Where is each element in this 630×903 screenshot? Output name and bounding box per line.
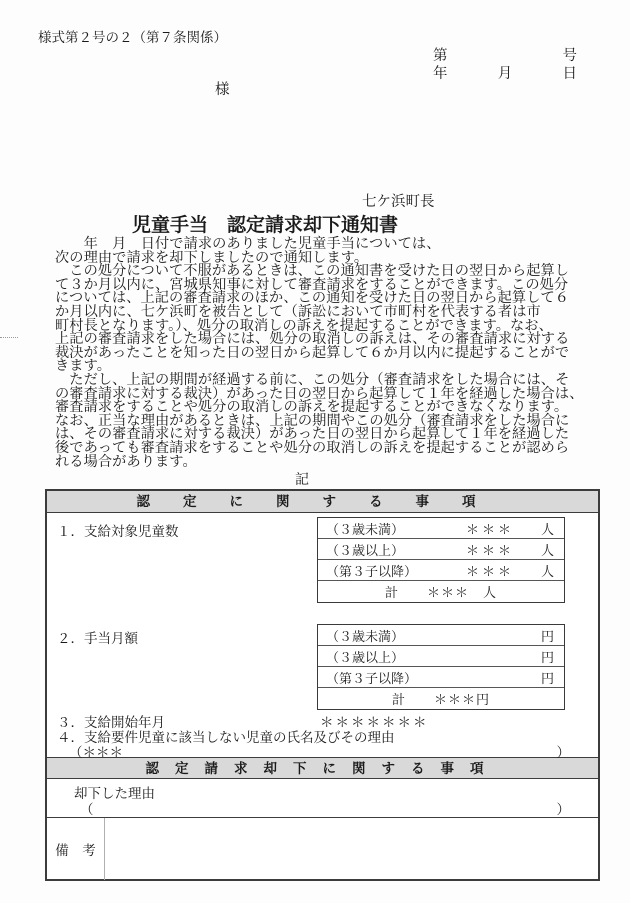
table-row bbox=[318, 518, 564, 539]
item4-value-line bbox=[69, 741, 570, 761]
row-value: ＊＊＊ bbox=[465, 542, 514, 558]
item4-close-paren: ） bbox=[556, 745, 570, 760]
amount-total-row: 計 ＊＊＊円 bbox=[391, 692, 490, 707]
certification-section-header: 認定に関する事項 bbox=[47, 491, 598, 513]
remarks-body bbox=[105, 818, 598, 880]
form-number: 様式第２号の２（第７条関係） bbox=[38, 30, 227, 45]
rejection-section-header: 認定請求却下に関する事項 bbox=[47, 757, 598, 779]
reason-open-paren: （ bbox=[80, 802, 94, 817]
rejection-reason-label: 却下した理由 bbox=[74, 786, 155, 801]
item4-text: 支給要件児童に該当しない児童の氏名及びその理由 bbox=[84, 730, 395, 745]
item2-label bbox=[57, 627, 138, 647]
ref-suffix: 号 bbox=[562, 48, 577, 64]
row-unit: 人 bbox=[540, 521, 554, 537]
remarks-label: 備 考 bbox=[47, 818, 105, 880]
item1-number: １． bbox=[57, 524, 84, 539]
row-label: （３歳未満） bbox=[326, 628, 405, 644]
date-month: 月 bbox=[497, 66, 513, 82]
row-unit: 円 bbox=[540, 628, 554, 644]
item1-label bbox=[57, 520, 179, 540]
table-row bbox=[318, 625, 564, 646]
row-unit: 人 bbox=[540, 542, 554, 558]
ki-label: 記 bbox=[295, 473, 309, 488]
document-title: 児童手当 認定請求却下通知書 bbox=[131, 215, 398, 236]
rejection-reason-value-line bbox=[80, 798, 570, 818]
item4-open-paren: （＊＊＊ bbox=[69, 745, 123, 760]
row-unit: 円 bbox=[540, 670, 554, 686]
rejection-reason-row bbox=[47, 779, 598, 818]
addressee-honorific: 様 bbox=[215, 82, 230, 98]
item3-number: ３． bbox=[57, 715, 84, 730]
remarks-row bbox=[47, 818, 598, 880]
row-label: （３歳未満） bbox=[326, 521, 405, 537]
row-label: （３歳以上） bbox=[326, 542, 405, 558]
count-total-row: 計 ＊＊＊ 人 bbox=[384, 585, 497, 600]
monthly-amount-table bbox=[317, 624, 565, 710]
row-label: （第３子以降） bbox=[326, 563, 418, 579]
item3-text: 支給開始年月 bbox=[84, 715, 165, 730]
item1-text: 支給対象児童数 bbox=[84, 524, 179, 539]
date-day: 日 bbox=[562, 66, 577, 82]
main-table bbox=[45, 489, 600, 881]
item2-text: 手当月額 bbox=[84, 631, 138, 646]
row-value: ＊＊＊ bbox=[465, 521, 514, 537]
table-row bbox=[318, 667, 564, 688]
item4-number: ４． bbox=[57, 730, 84, 745]
ref-prefix: 第 bbox=[433, 48, 448, 64]
row-unit: 人 bbox=[540, 563, 554, 579]
child-count-table bbox=[317, 517, 565, 603]
item3-value: ＊＊＊＊＊＊＊ bbox=[320, 715, 429, 730]
date-line bbox=[433, 62, 577, 83]
issuer-name: 七ケ浜町長 bbox=[362, 194, 435, 210]
table-row bbox=[318, 539, 564, 560]
body-text: 年 月 日付で請求のありました児童手当については、 次の理由で請求を却下しましたので通知します。 この処分について不服があるときは、この通知書を受けた日の翌日から起算し て３か月以内に、宮城県知事に対して審査請求をすることができます。この処分 については、上記の審査請求のほか、この通知を受けた日の翌日から起算して６ か月以内に、七ケ浜町を被告として（訴訟において市町村を代表する者は市 町村長となります。）、処分の取消しの訴えを提起することができます。なお、 上記の審査請求をした場合には、処分の取消しの訴えは、その審査請求に対する 裁決があったことを知った日の翌日から起算して６か月以内に提起することがで きます。 ただし、上記の期間が経過する前に、この処分（審査請求をした場合には、そ の審査請求に対する裁決）があった日の翌日から起算して１年を経過した場合は、 審査請求をすることや処分の取消しの訴えを提起することができなくなります。 なお、正当な理由があるときは、上記の期間やこの処分（審査請求をした場合に は、その審査請求に対する裁決）があった日の翌日から起算して１年を経過した 後であっても審査請求をすることや処分の取消しの訴えを提起することが認めら れる場合があります。 bbox=[55, 236, 584, 470]
date-year: 年 bbox=[433, 66, 448, 82]
item2-number: ２． bbox=[57, 631, 84, 646]
row-label: （第３子以降） bbox=[326, 670, 418, 686]
fold-mark bbox=[0, 337, 18, 338]
certification-section bbox=[47, 513, 598, 760]
reason-close-paren: ） bbox=[556, 802, 570, 817]
table-row bbox=[318, 646, 564, 667]
row-unit: 円 bbox=[540, 649, 554, 665]
row-value: ＊＊＊ bbox=[465, 563, 514, 579]
table-row bbox=[318, 560, 564, 581]
row-label: （３歳以上） bbox=[326, 649, 405, 665]
